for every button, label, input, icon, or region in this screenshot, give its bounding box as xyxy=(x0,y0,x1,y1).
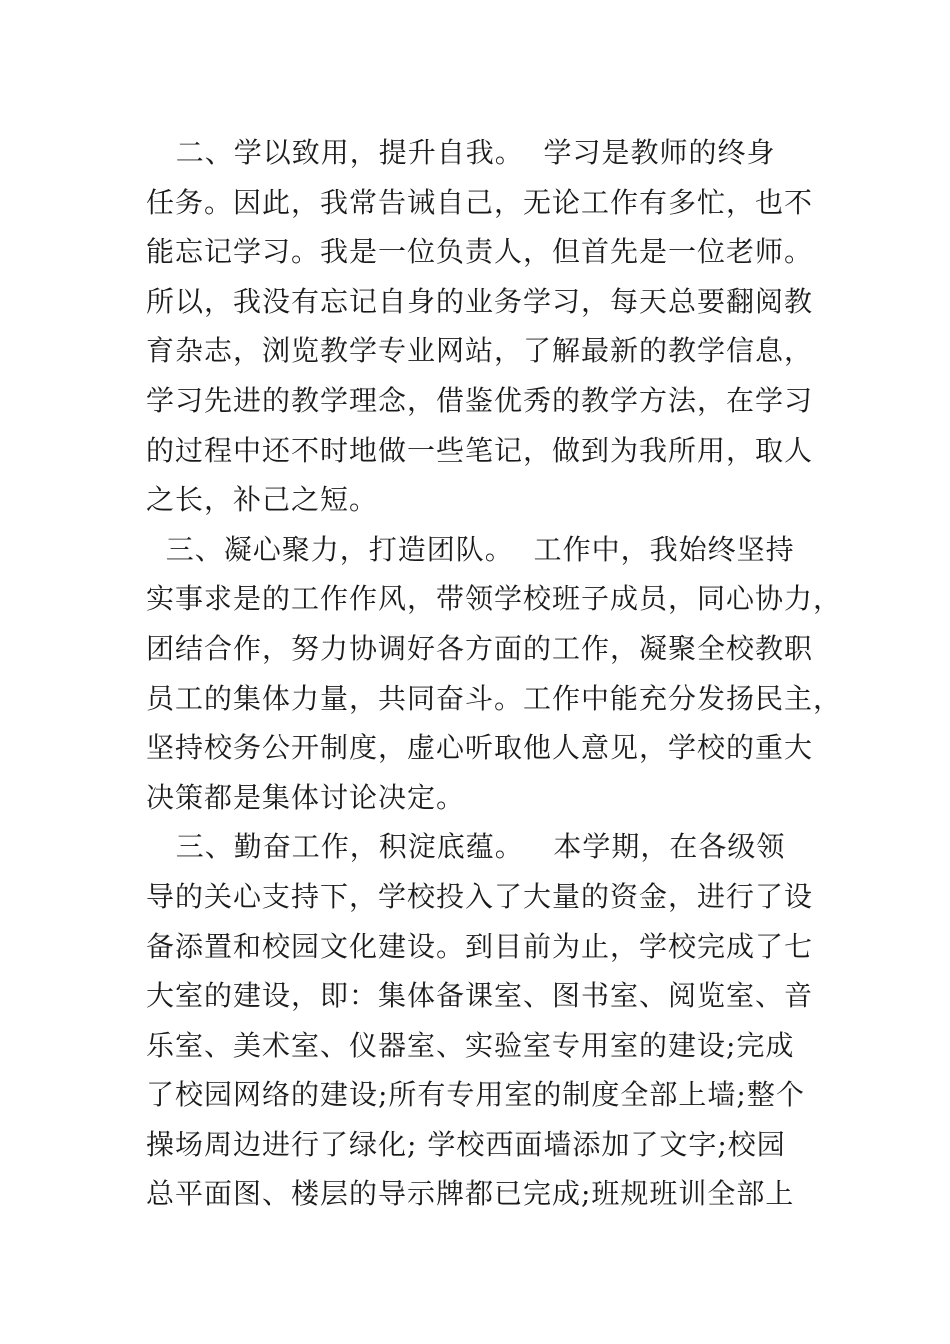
document-body xyxy=(146,128,846,1219)
text-line: 总平面图、楼层的导示牌都已完成;班规班训全部上 xyxy=(146,1177,795,1211)
text-line: 任务。因此，我常告诫自己，无论工作有多忙，也不 xyxy=(146,185,814,219)
text-line: 三、凝心聚力，打造团队。 工作中，我始终坚持 xyxy=(146,532,795,566)
text-line: 二、学以致用，提升自我。 学习是教师的终身 xyxy=(146,136,776,169)
text-line: 实事求是的工作作风，带领学校班子成员，同心协力， xyxy=(146,582,843,616)
text-line: 导的关心支持下，学校投入了大量的资金，进行了设 xyxy=(146,879,814,913)
text-line: 大室的建设，即：集体备课室、图书室、阅览室、音 xyxy=(146,979,814,1013)
text-line: 三、勤奋工作，积淀底蕴。 本学期，在各级领 xyxy=(146,830,786,864)
text-line: 团结合作，努力协调好各方面的工作，凝聚全校教职 xyxy=(146,631,814,665)
text-line: 备添置和校园文化建设。到目前为止，学校完成了七 xyxy=(146,929,814,963)
text-line: 决策都是集体讨论决定。 xyxy=(146,780,466,814)
text-line: 所以，我没有忘记自身的业务学习，每天总要翻阅教 xyxy=(146,284,814,318)
text-line: 员工的集体力量，共同奋斗。工作中能充分发扬民主， xyxy=(146,681,843,715)
text-line: 能忘记学习。我是一位负责人，但首先是一位老师。 xyxy=(146,235,814,269)
text-line: 学习先进的教学理念，借鉴优秀的教学方法，在学习 xyxy=(146,383,814,417)
text-line: 育杂志，浏览教学专业网站，了解最新的教学信息， xyxy=(146,334,814,368)
text-line: 的过程中还不时地做一些笔记，做到为我所用，取人 xyxy=(146,433,814,467)
text-line: 之长，补己之短。 xyxy=(146,483,379,517)
text-line: 了校园网络的建设;所有专用室的制度全部上墙;整个 xyxy=(146,1078,805,1112)
text-line: 操场周边进行了绿化; 学校西面墙添加了文字;校园 xyxy=(146,1127,786,1161)
text-line: 乐室、美术室、仪器室、实验室专用室的建设;完成 xyxy=(146,1028,795,1062)
text-line: 坚持校务公开制度，虚心听取他人意见，学校的重大 xyxy=(146,731,814,765)
